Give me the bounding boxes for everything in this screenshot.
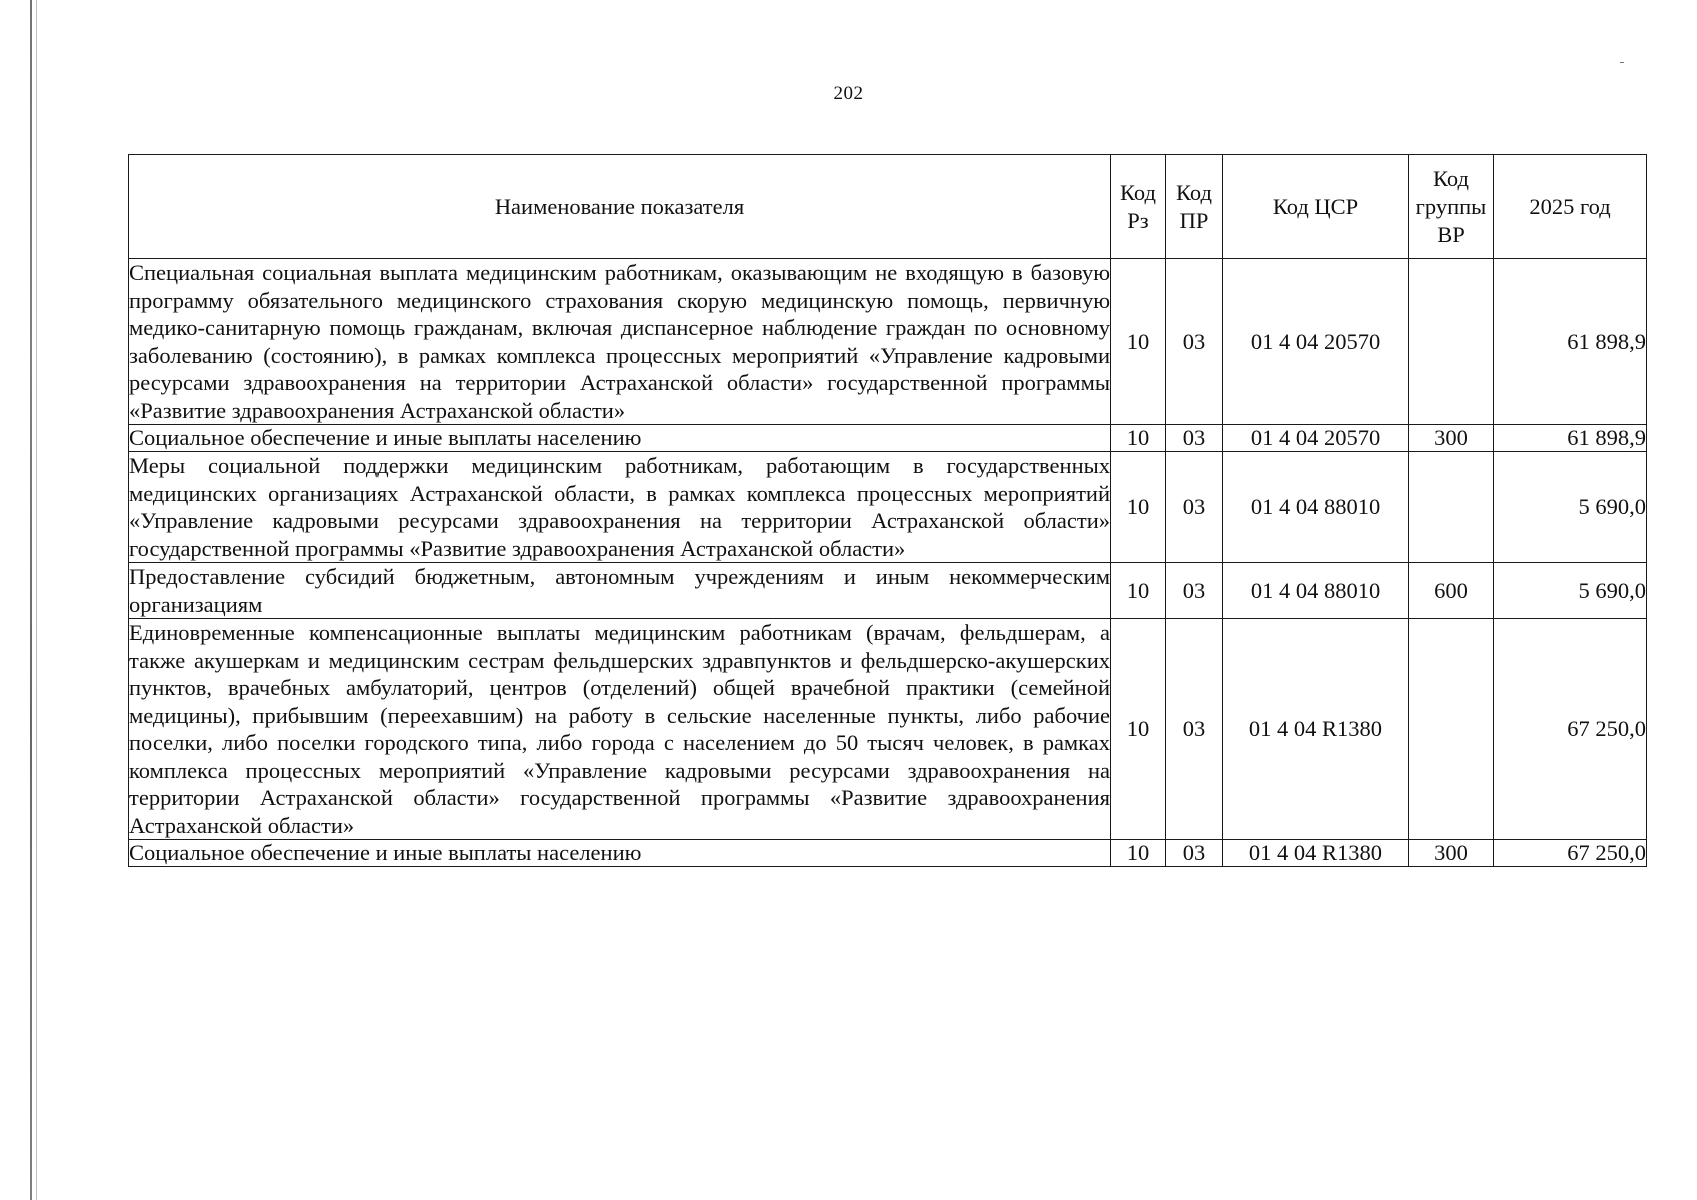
row-csr: 01 4 04 88010 [1223,452,1409,563]
page-number: 202 [833,83,864,104]
row-csr: 01 4 04 20570 [1223,425,1409,452]
row-pr: 03 [1166,563,1223,619]
row-rz: 10 [1111,619,1166,840]
table-row [129,619,1647,840]
row-vr [1409,619,1494,840]
header-rz: Код Рз [1111,155,1166,259]
header-name: Наименование показателя [129,155,1111,259]
binding-edge-line [30,0,32,1200]
row-csr: 01 4 04 R1380 [1223,840,1409,867]
row-name: Специальная социальная выплата медицинским работникам, оказывающим не входящую в базовую программу обязательного медицинского страхования скорую медицинскую помощь, первичную медико-санитарную помощь гражданам, включая диспансерное наблюдение граждан по основному заболеванию (состоянию), в рамках комплекса процессных мероприятий «Управление кадровыми ресурсами здравоохранения на территории Астраханской области» государственной программы «Развитие здравоохранения Астраханской области» [129,260,1110,423]
row-pr: 03 [1166,452,1223,563]
row-vr: 600 [1409,563,1494,619]
table-row [129,425,1647,452]
row-name: Меры социальной поддержки медицинским работникам, работающим в государственных медицинских организациях Астраханской области, в рамках комплекса процессных мероприятий «Управление кадровыми ресурсами здравоохранения на территории Астраханской области» государственной программы «Развитие здравоохранения Астраханской области» [129,453,1110,561]
scan-speck [1620,62,1624,63]
row-pr: 03 [1166,259,1223,425]
row-pr: 03 [1166,425,1223,452]
row-amount: 61 898,9 [1494,259,1647,425]
row-name: Социальное обеспечение и иные выплаты населению [129,425,1111,452]
table-header-row [129,155,1647,259]
row-name: Предоставление субсидий бюджетным, автономным учреждениям и иным некоммерческим организациям [129,564,1110,617]
row-csr: 01 4 04 R1380 [1223,619,1409,840]
row-vr: 300 [1409,840,1494,867]
row-csr: 01 4 04 88010 [1223,563,1409,619]
row-pr: 03 [1166,619,1223,840]
row-csr: 01 4 04 20570 [1223,259,1409,425]
row-amount: 5 690,0 [1494,452,1647,563]
table-row [129,563,1647,619]
row-amount: 61 898,9 [1494,425,1647,452]
row-name: Единовременные компенсационные выплаты медицинским работникам (врачам, фельдшерам, а также акушеркам и медицинским сестрам фельдшерских здравпунктов и фельдшерско-акушерских пунктов, врачебных амбулаторий, центров (отделений) общей врачебной практики (семейной медицины), прибывшим (переехавшим) на работу в сельские населенные пункты, либо рабочие поселки, либо поселки городского типа, либо города с населением до 50 тысяч человек, в рамках комплекса процессных мероприятий «Управление кадровыми ресурсами здравоохранения на территории Астраханской области» государственной программы «Развитие здравоохранения Астраханской области» [129,620,1110,838]
table-row [129,840,1647,867]
row-vr: 300 [1409,425,1494,452]
header-csr: Код ЦСР [1223,155,1409,259]
row-amount: 5 690,0 [1494,563,1647,619]
header-year: 2025 год [1494,155,1647,259]
row-rz: 10 [1111,840,1166,867]
row-name: Социальное обеспечение и иные выплаты населению [129,840,1111,867]
header-vr: Код группы ВР [1409,155,1494,259]
row-rz: 10 [1111,425,1166,452]
row-rz: 10 [1111,452,1166,563]
row-vr [1409,452,1494,563]
budget-table [128,154,1647,867]
header-pr: Код ПР [1166,155,1223,259]
binding-edge-line-secondary [36,0,37,1200]
row-amount: 67 250,0 [1494,619,1647,840]
row-amount: 67 250,0 [1494,840,1647,867]
row-vr [1409,259,1494,425]
row-pr: 03 [1166,840,1223,867]
row-rz: 10 [1111,259,1166,425]
row-rz: 10 [1111,563,1166,619]
table-row [129,452,1647,563]
table-row [129,259,1647,425]
